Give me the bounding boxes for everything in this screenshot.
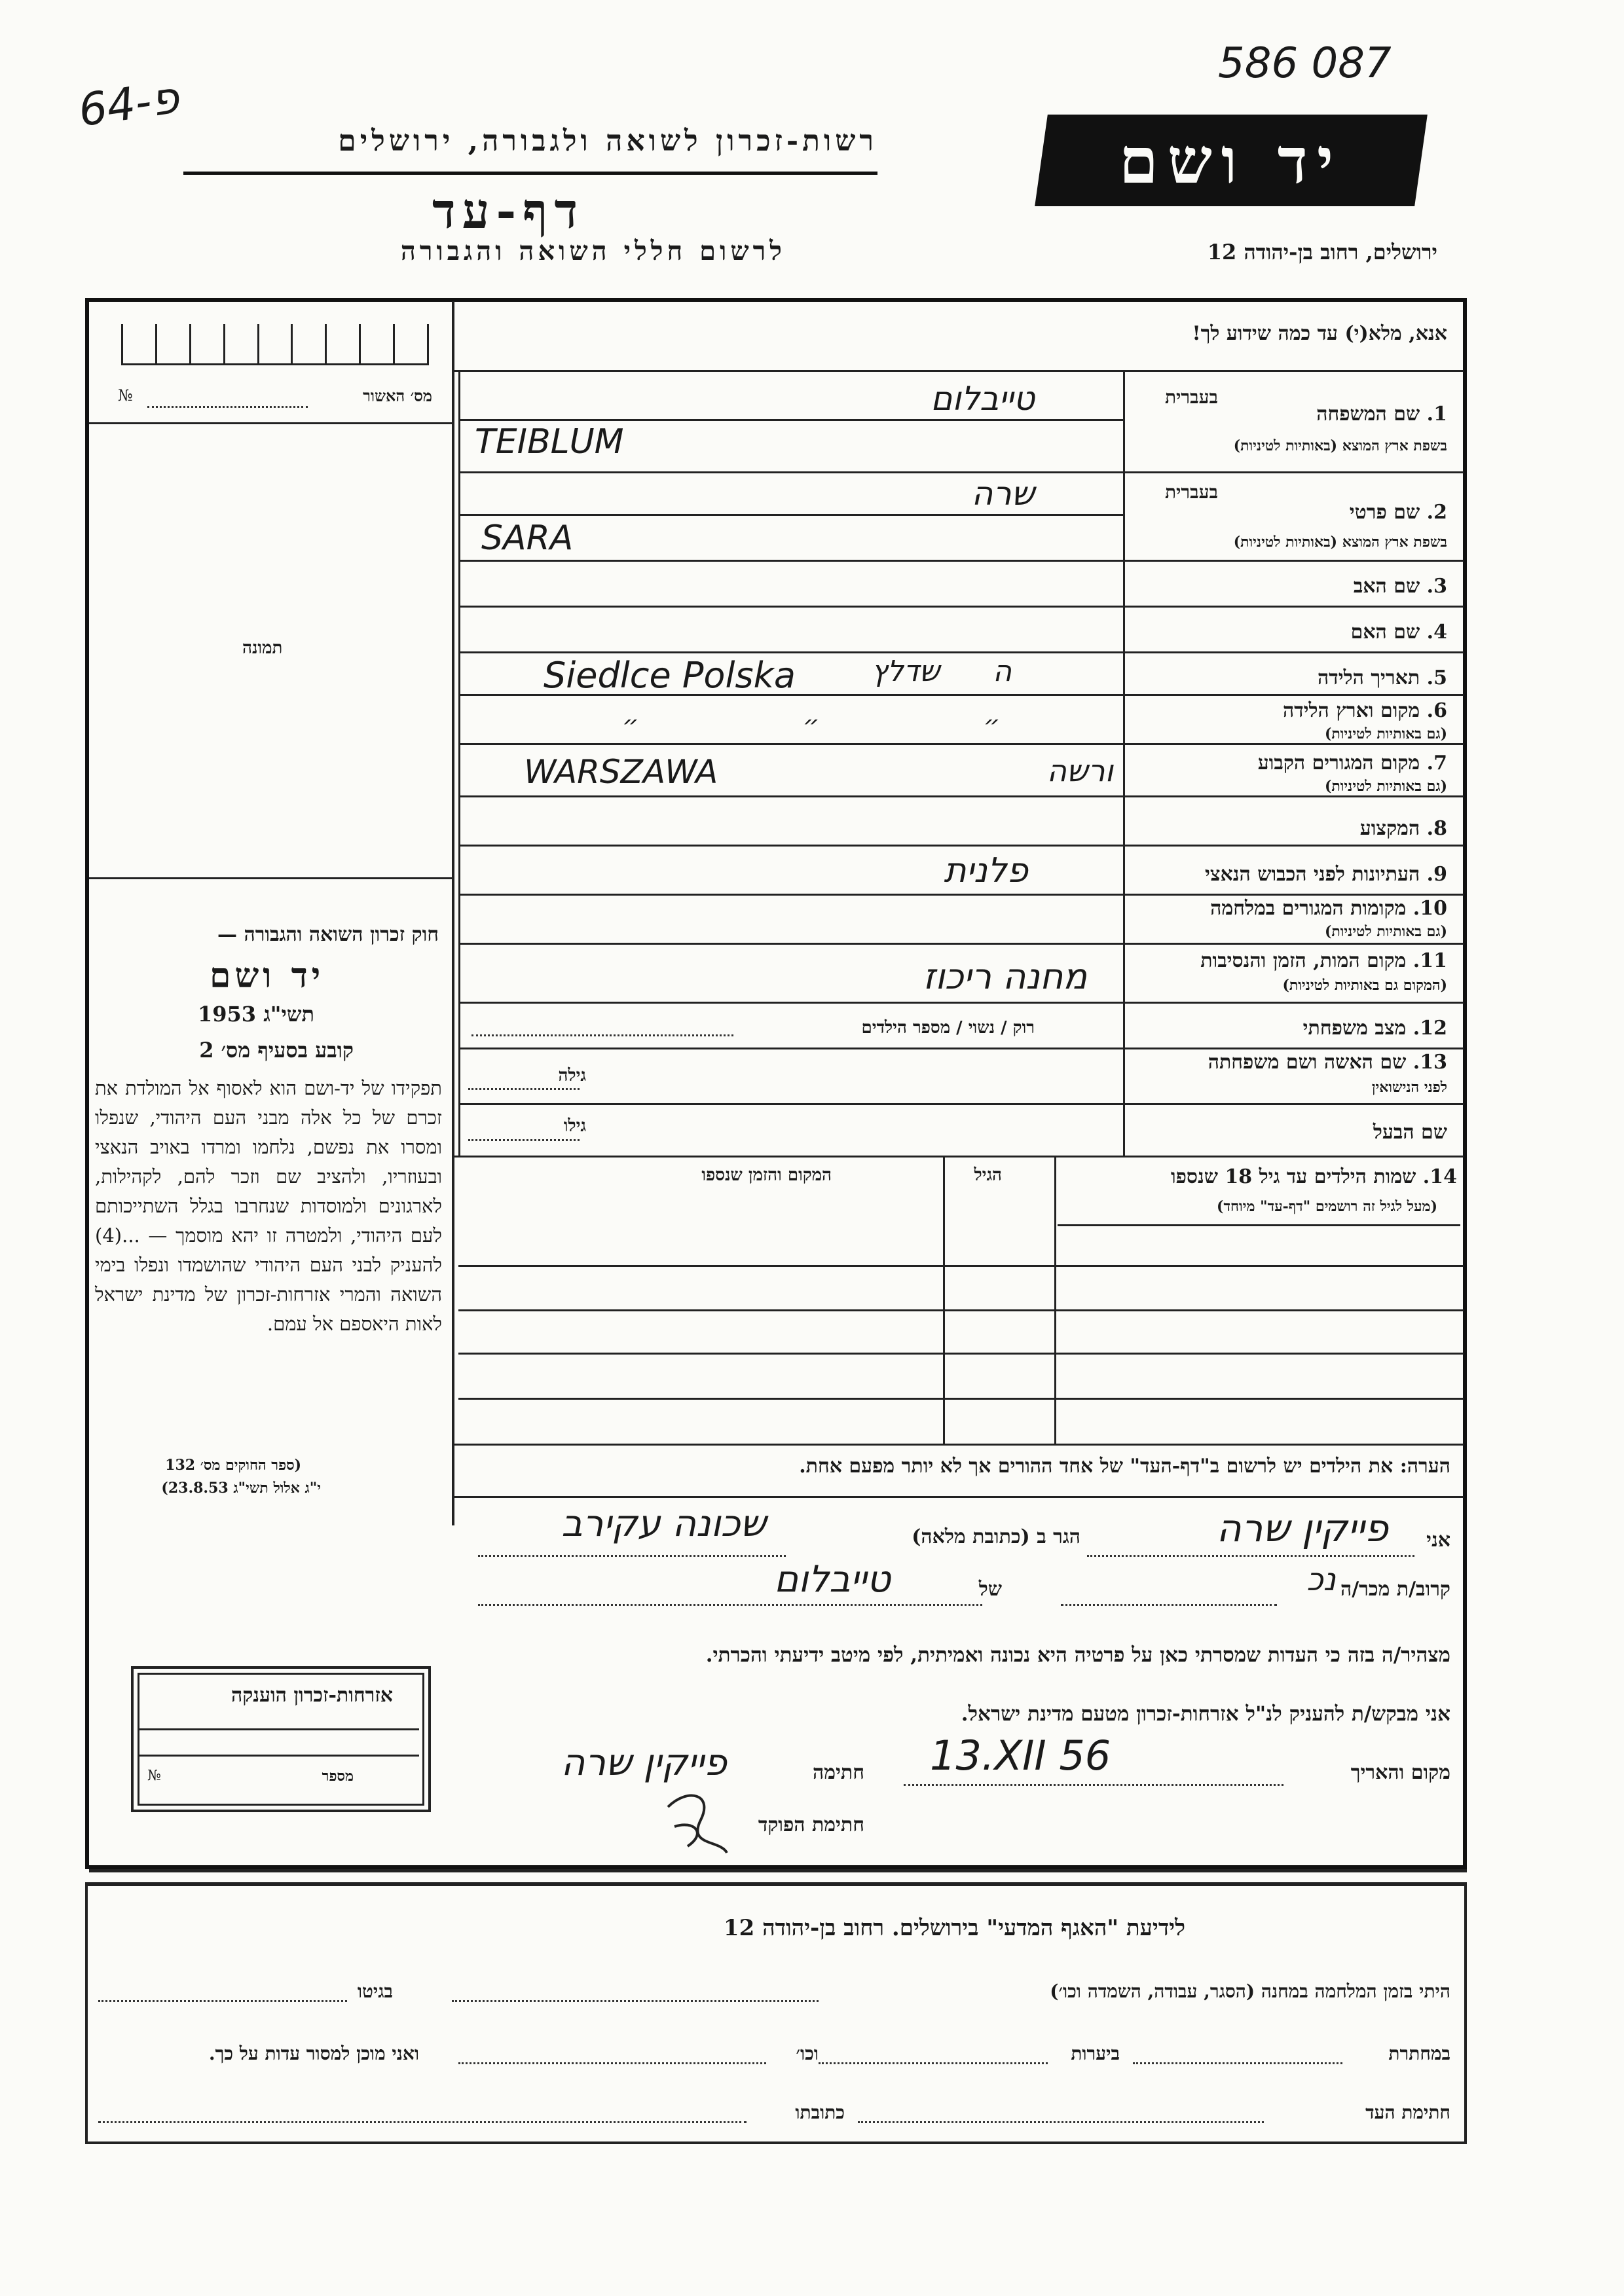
birth-date-value[interactable]: ה	[993, 655, 1012, 688]
relation-value[interactable]: נכ	[1306, 1561, 1336, 1598]
children-sub: (מעל לגיל זה רושמים "דף-עד" מיוחד)	[1217, 1198, 1437, 1215]
declarant-address[interactable]: שכונה עקירב	[561, 1503, 766, 1545]
cert-number: №	[118, 386, 133, 405]
cert-label: מס׳ האשור	[363, 386, 432, 405]
row-1-sub: בשפת ארץ המוצא (באותיות לטיניות)	[1233, 437, 1447, 454]
row-11-number: 11.	[1412, 949, 1447, 972]
death-place-value[interactable]: מחנה ריכוז	[923, 956, 1087, 997]
photo-label: תמונה	[242, 638, 283, 658]
row-2-sub: בשפת ארץ המוצא (באותיות לטיניות)	[1233, 534, 1447, 551]
row-8-label	[1360, 817, 1447, 840]
row-13-title: שם האשה ושם משפחתה	[1208, 1051, 1407, 1074]
of-label: של	[978, 1578, 1002, 1601]
row-4-title: שם האם	[1350, 621, 1420, 644]
date-value[interactable]: 13.XII 56	[930, 1732, 1111, 1779]
footer-line2-b: ביערות	[1071, 2043, 1120, 2064]
row-5-number: 5.	[1426, 666, 1447, 689]
declaration-ani: אני	[1426, 1529, 1450, 1552]
children-number: 14.	[1422, 1165, 1457, 1188]
footer-line1-b: בגיטו	[357, 1980, 393, 2002]
law-text: תפקידו של יד-ושם הוא לאסוף אל המולדת את זכרם של כל אלה מבני העם היהודי, שנפלו ומסרו את נפשם, נלחמו ומרדו באויב הנאצי ובעוזריו, ולהציב שם וזכר להם, לקהילות, לארגונים ולמוסדות שנחרבו בגלל השתייכותם לעם היהודי, ולמטרה זו יהא מוסמך — ...(4) להעניק לבני העם היהודי שהושמדו ונפלו בימי השואה והמרי אזרחות-זכרון של מדינת ישראל לאות היאספם אל עמם.	[95, 1077, 442, 1335]
row-2-number: 2.	[1426, 501, 1447, 524]
form-title: דף-עד	[432, 183, 585, 240]
hebrew-label-1: בעברית	[1164, 386, 1218, 408]
row-13-label	[1208, 1051, 1447, 1074]
officer-signature-label: חתימת הפוקד	[758, 1813, 864, 1836]
footer-title: לידיעת "האגף המדעי" בירושלים. רחוב בן-יהודה 12	[723, 1915, 1185, 1941]
row-13-sub: לפני הנישואין	[1371, 1079, 1447, 1096]
footer-line3-b: כתובתו	[795, 2102, 845, 2123]
row-9-label	[1205, 863, 1447, 886]
law-year: תשי"ג 1953	[198, 1002, 314, 1027]
citizenship-number-label: מספר	[322, 1768, 354, 1785]
law-reference-date: י"ג אלול תשי"ג 23.8.53)	[161, 1480, 321, 1497]
row-7-number: 7.	[1426, 752, 1447, 774]
row-13-number: 13.	[1412, 1051, 1447, 1074]
row-12-label	[1303, 1017, 1447, 1040]
cert-number-boxes	[121, 324, 429, 365]
logo-text: יד ושם	[1119, 123, 1343, 198]
row-7-title: מקום המגורים הקבוע	[1257, 752, 1420, 774]
row-5-label	[1318, 666, 1447, 689]
officer-signature-scribble	[661, 1781, 733, 1859]
row-6-label	[1283, 699, 1447, 722]
corner-handwritten-mark: 64-פ	[75, 71, 183, 137]
declarant-name[interactable]: פייקין שרה	[1216, 1506, 1388, 1550]
row-11-label	[1200, 949, 1447, 972]
row-1-title: שם המשפחה	[1316, 403, 1420, 426]
row-1-label	[1316, 403, 1447, 426]
row-9-title: העתיונות לפני הכבוש הנאצי	[1204, 863, 1420, 886]
row-10-number: 10.	[1412, 897, 1447, 920]
footer-line3-a: חתימת העד	[1365, 2102, 1450, 2123]
footer-line2-c: וכו׳	[796, 2043, 819, 2064]
activity-value[interactable]: פלנית	[944, 851, 1028, 890]
row-2-label	[1350, 501, 1447, 524]
row-10-title: מקומות המגורים במלחמה	[1210, 897, 1407, 920]
law-clause: קובע בסעיף מס׳ 2	[199, 1038, 354, 1063]
of-value[interactable]: טייבלום	[774, 1558, 891, 1601]
footer-line2-d: ואני מוכן למסור עדות על כך.	[208, 2043, 419, 2064]
children-col-place: המקום והזמן שנספו	[701, 1165, 832, 1185]
row-5-title: תאריך הלידה	[1318, 666, 1420, 689]
footer-line1-a: היתי בזמן המלחמה במחנה (הסגר, עבודה, השמדה וכו׳)	[1050, 1980, 1450, 2002]
row-6-sub: (גם באותיות לטיניות)	[1324, 725, 1447, 742]
row-12-number: 12.	[1412, 1017, 1447, 1040]
footer-line2-a: במחתרת	[1388, 2043, 1450, 2064]
wife-age-label: גילה	[558, 1066, 586, 1085]
first-name-hebrew[interactable]: שרה	[971, 475, 1035, 513]
yad-vashem-logo	[1035, 115, 1428, 206]
row-8-number: 8.	[1426, 817, 1447, 840]
row-10-label	[1210, 897, 1447, 920]
birth-place-latin[interactable]: Siedlce Polska	[544, 655, 796, 696]
row-7-sub: (גם באותיות לטיניות)	[1324, 778, 1447, 795]
row-10-sub: (גם באותיות לטיניות)	[1324, 923, 1447, 940]
signature-label: חתימה	[813, 1761, 864, 1784]
residing-label: הגר ב (כתובת מלאה)	[912, 1525, 1080, 1548]
form-subtitle: לרשום חללי השואה והגבורה	[400, 236, 786, 266]
marital-options: רוק / נשוי / מספר הילדים	[861, 1018, 1035, 1038]
row-2-title: שם פרטי	[1349, 501, 1420, 524]
row-3-label	[1354, 575, 1447, 598]
family-name-latin[interactable]: TEIBLUM	[475, 422, 624, 462]
form-instructions: אנא, מלא(י) עד כמה שידוע לך!	[1192, 322, 1447, 345]
declaration-request: אני מבקש/ת להעניק לנ"ל אזרחות-זכרון מטעם מדינת ישראל.	[961, 1702, 1450, 1726]
children-note: הערה: את הילדים יש לרשום ב"דף-העד" של אחד ההורים אך לא יותר מפעם אחת.	[799, 1455, 1450, 1478]
family-name-hebrew[interactable]: טייבלום	[931, 380, 1035, 418]
law-name: יד ושם	[210, 956, 325, 996]
row-7-label	[1258, 752, 1447, 774]
institution-name: רשות-זכרון לשואה ולגבורה, ירושלים	[338, 124, 877, 158]
declaration-statement: מצהיר/ה בזה כי העדות שמסרתי כאן על פרטיה היא נכונה ואמיתית, לפי מיטב ידיעתי והכרתי.	[705, 1643, 1450, 1667]
residence-hebrew[interactable]: ורשה	[1046, 753, 1113, 788]
top-handwritten-number: 586 087	[1218, 39, 1392, 88]
row-3-title: שם האב	[1353, 575, 1420, 598]
husband-age-label: גילו	[563, 1116, 586, 1136]
row-3-number: 3.	[1426, 575, 1447, 598]
scribble-icon	[661, 1781, 733, 1859]
row-12-title: מצב משפחתי	[1302, 1017, 1407, 1040]
place-date-label: מקום והאריך	[1350, 1761, 1450, 1784]
residence-latin[interactable]: WARSZAWA	[524, 753, 718, 791]
first-name-latin[interactable]: SARA	[481, 519, 574, 558]
birth-place-hebrew[interactable]: שדלץ	[872, 655, 940, 688]
row-4-label	[1351, 621, 1447, 644]
signature-value[interactable]: פייקין שרה	[561, 1741, 727, 1784]
law-reference: (ספר החוקים מס׳ 132	[165, 1457, 301, 1474]
husband-label: שם הבעל	[1373, 1121, 1447, 1144]
address: ירושלים, רחוב בן-יהודה 12	[1207, 240, 1437, 264]
relation-label: קרוב/ת מכר/ה	[1340, 1578, 1450, 1601]
row-11-title: מקום המות, הזמן והנסיבות	[1200, 949, 1407, 972]
row-6-title: מקום וארץ הלידה	[1282, 699, 1420, 722]
children-label	[1171, 1165, 1457, 1188]
row-9-number: 9.	[1426, 863, 1447, 886]
citizenship-number: №	[147, 1768, 161, 1784]
law-title: חוק זכרון השואה והגבורה —	[217, 923, 439, 946]
ditto-marks-6: ״״״	[622, 710, 1164, 740]
citizenship-box-title: אזרחות-זכרון הוענקה	[231, 1684, 393, 1707]
row-1-number: 1.	[1426, 403, 1447, 426]
children-col-age: הגיל	[974, 1165, 1002, 1185]
row-6-number: 6.	[1426, 699, 1447, 722]
row-4-number: 4.	[1426, 621, 1447, 644]
row-11-sub: (המקום גם באותיות לטיניות)	[1282, 977, 1447, 994]
hebrew-label-2: בעברית	[1164, 481, 1218, 503]
institution-underline	[183, 172, 877, 175]
children-title: שמות הילדים עד גיל 18 שנספו	[1170, 1165, 1416, 1188]
row-8-title: המקצוע	[1359, 817, 1420, 840]
